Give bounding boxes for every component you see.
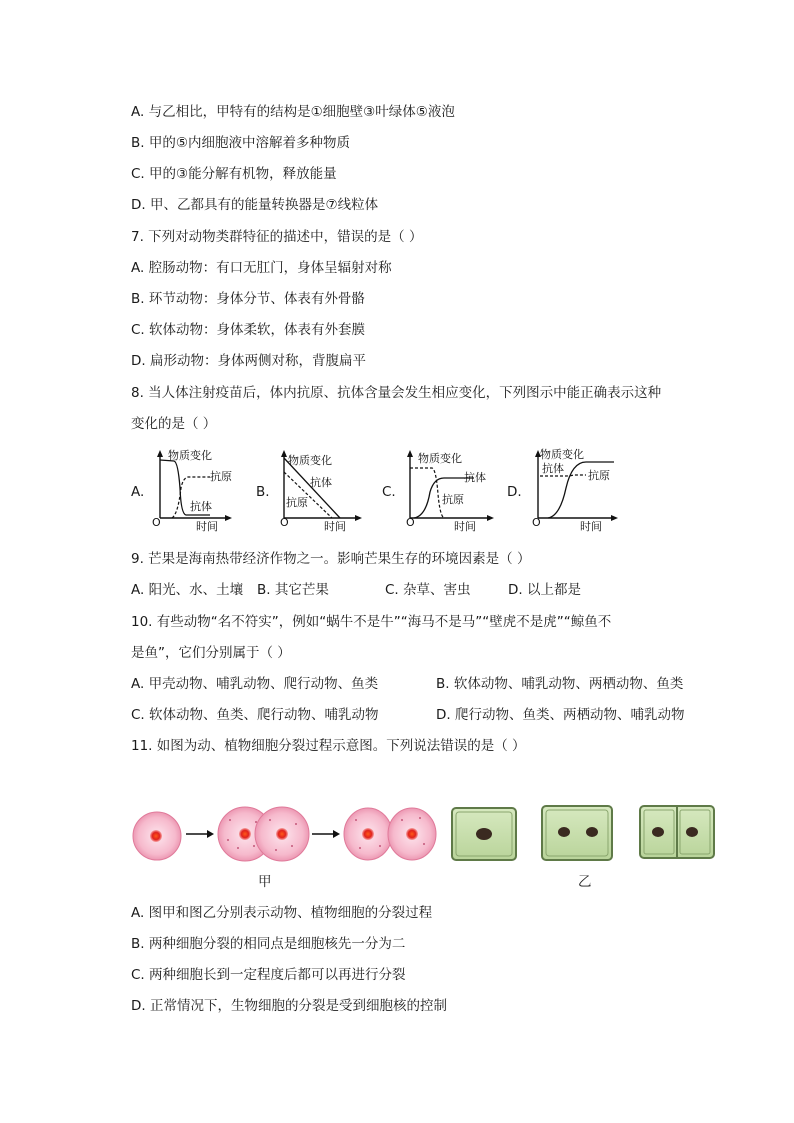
- animal-cell-stage-3: [344, 808, 436, 860]
- q8-stem-line1: 8. 当人体注射疫苗后，体内抗原、抗体含量会发生相应变化，下列图示中能正确表示这种: [131, 385, 662, 401]
- q7-option-b: B. 环节动物：身体分节、体表有外骨骼: [131, 291, 365, 307]
- q9-option-d: D. 以上都是: [508, 582, 581, 598]
- graph-c-antibody-label: 抗体: [464, 471, 486, 484]
- q6-option-a: A. 与乙相比，甲特有的结构是①细胞壁③叶绿体⑤液泡: [131, 104, 455, 120]
- graph-a-y-label: 物质变化: [168, 449, 212, 462]
- arrow-icon: [186, 830, 214, 838]
- plant-cell-stage-2: [542, 806, 612, 860]
- graph-c-x-label: 时间: [454, 520, 476, 533]
- animal-cell-stage-2: [218, 807, 309, 861]
- q7-option-c: C. 软体动物：身体柔软，体表有外套膜: [131, 322, 366, 338]
- q10-option-c: C. 软体动物、鱼类、爬行动物、哺乳动物: [131, 707, 379, 723]
- caption-yi: 乙: [578, 874, 592, 890]
- graph-a-antigen-label: 抗原: [210, 470, 232, 483]
- q11-stem: 11. 如图为动、植物细胞分裂过程示意图。下列说法错误的是（ ）: [131, 738, 526, 754]
- graph-b-x-label: 时间: [324, 520, 346, 533]
- q9-option-c: C. 杂草、害虫: [385, 582, 471, 598]
- cell-division-figure: [130, 800, 720, 895]
- q9-option-a: A. 阳光、水、土壤: [131, 582, 244, 598]
- graph-a-label: A.: [131, 484, 145, 500]
- graph-b-y-label: 物质变化: [288, 454, 332, 467]
- plant-cell-stage-1: [452, 808, 516, 860]
- q8-stem-line2: 变化的是（ ）: [131, 416, 217, 432]
- q11-option-b: B. 两种细胞分裂的相同点是细胞核先一分为二: [131, 936, 406, 952]
- caption-jia: 甲: [258, 874, 272, 890]
- graph-a-origin: O: [152, 516, 161, 529]
- q9-option-b: B. 其它芒果: [257, 582, 329, 598]
- graph-d-y-label: 物质变化: [540, 448, 584, 461]
- q7-option-a: A. 腔肠动物：有口无肛门，身体呈辐射对称: [131, 260, 392, 276]
- q10-stem-line2: 是鱼”，它们分别属于（ ）: [131, 645, 291, 661]
- animal-cell-stage-1: [133, 812, 181, 860]
- q7-option-d: D. 扁形动物：身体两侧对称，背腹扁平: [131, 353, 366, 369]
- q11-option-c: C. 两种细胞长到一定程度后都可以再进行分裂: [131, 967, 406, 983]
- graph-c-y-label: 物质变化: [418, 452, 462, 465]
- graph-b-antigen-label: 抗原: [286, 496, 308, 509]
- graph-d-origin: O: [532, 516, 541, 529]
- graph-b-antibody-label: 抗体: [310, 476, 332, 489]
- q10-option-d: D. 爬行动物、鱼类、两栖动物、哺乳动物: [436, 707, 685, 723]
- graph-c-label: C.: [382, 484, 396, 500]
- graph-d-label: D.: [507, 484, 522, 500]
- graph-a-x-label: 时间: [196, 520, 218, 533]
- q10-option-a: A. 甲壳动物、哺乳动物、爬行动物、鱼类: [131, 676, 379, 692]
- graph-d: [526, 448, 666, 534]
- q9-stem: 9. 芒果是海南热带经济作物之一。影响芒果生存的环境因素是（ ）: [131, 551, 531, 567]
- graph-b-origin: O: [280, 516, 289, 529]
- q6-option-d: D. 甲、乙都具有的能量转换器是⑦线粒体: [131, 197, 379, 213]
- q7-stem: 7. 下列对动物类群特征的描述中，错误的是（ ）: [131, 229, 423, 245]
- q6-option-c: C. 甲的③能分解有机物，释放能量: [131, 166, 337, 182]
- q10-stem-line1: 10. 有些动物“名不符实”，例如“蜗牛不是牛”“海马不是马”“壁虎不是虎”“鲸鱼不: [131, 614, 612, 630]
- graph-d-antibody-label: 抗体: [542, 462, 564, 475]
- plant-cell-stage-3: [640, 806, 714, 858]
- graph-d-x-label: 时间: [580, 520, 602, 533]
- q11-option-a: A. 图甲和图乙分别表示动物、植物细胞的分裂过程: [131, 905, 433, 921]
- q11-option-d: D. 正常情况下，生物细胞的分裂是受到细胞核的控制: [131, 998, 447, 1014]
- q10-option-b: B. 软体动物、哺乳动物、两栖动物、鱼类: [436, 676, 684, 692]
- graph-c-antigen-label: 抗原: [442, 493, 464, 506]
- arrow-icon: [312, 830, 340, 838]
- graph-c-origin: O: [406, 516, 415, 529]
- graph-b-label: B.: [256, 484, 270, 500]
- graph-a-antibody-label: 抗体: [190, 500, 212, 513]
- q6-option-b: B. 甲的⑤内细胞液中溶解着多种物质: [131, 135, 350, 151]
- graph-d-antigen-label: 抗原: [588, 469, 610, 482]
